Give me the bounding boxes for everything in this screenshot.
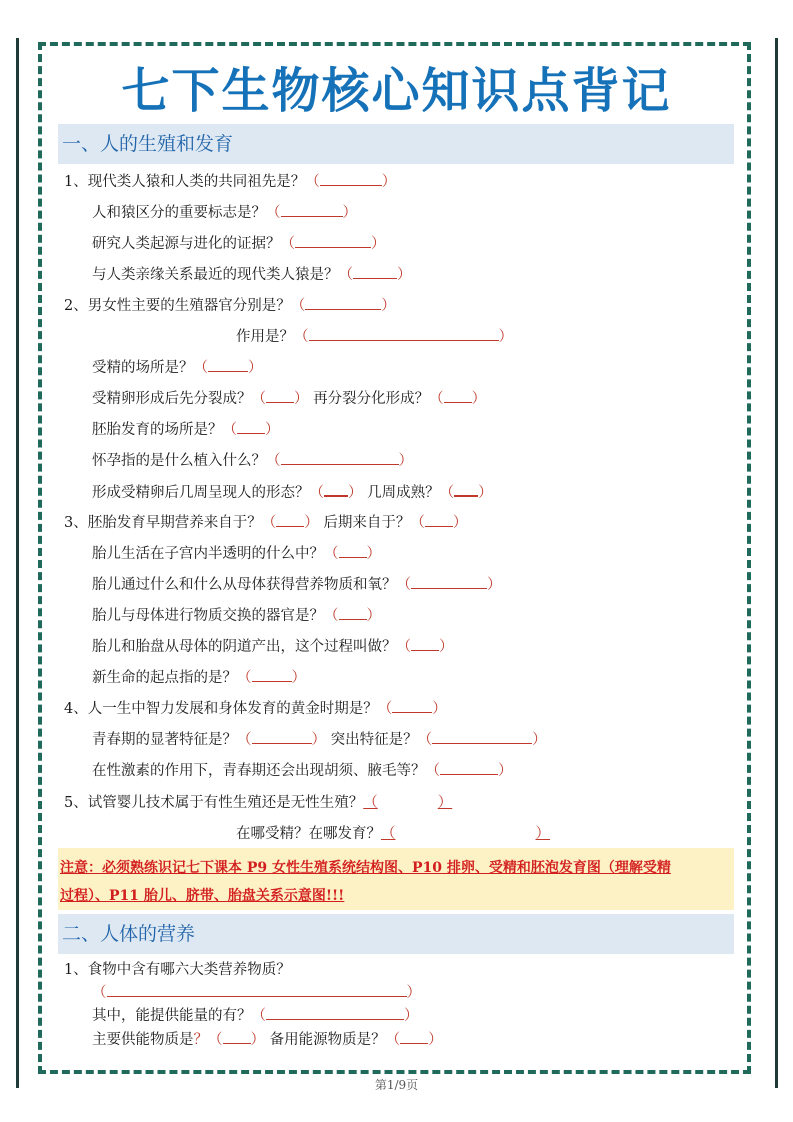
answer-blank[interactable]: （ ） [338,267,412,283]
answer-blank[interactable]: （ ） [208,1032,265,1048]
answer-blank[interactable]: （ ） [294,329,513,345]
answer-blank[interactable]: （ ） [92,985,421,1001]
answer-blank[interactable]: （ ） [396,577,502,593]
question-2c: 受精的场所是？（ ） [92,360,263,376]
answer-blank[interactable]: （ ） [237,670,306,686]
question-2g: 形成受精卵后几周呈现人的形态？（ ） 几周成熟？（ ） [92,482,493,503]
answer-blank[interactable]: （ ） [251,1008,419,1024]
answer-blank[interactable]: （ ） [425,763,513,779]
question-4b: 青春期的显著特征是？（ ） 突出特征是？（ ） [92,732,547,748]
answer-blank[interactable]: （ ） [290,298,396,314]
left-edge-line [16,38,19,1088]
question-n1-blank [92,983,421,1003]
answer-blank[interactable]: （ ） [396,639,454,655]
answer-blank[interactable]: （ ） [237,732,326,748]
answer-blank[interactable]: （ ） [385,1032,443,1048]
question-2b: 作用是？（ ） [236,329,513,345]
answer-blank[interactable]: （ ） [261,515,319,531]
page-number: 第1/9页 [374,1078,419,1092]
question-3b: 胎儿生活在子宫内半透明的什么中？（ ） [92,546,381,562]
question-1c: 研究人类起源与进化的证据？（ ） [92,236,386,252]
question-3c: 胎儿通过什么和什么从母体获得营养物质和氧？（ ） [92,577,502,593]
answer-blank[interactable]: （ ） [429,391,487,407]
section-heading-reproduction: 一、人的生殖和发育 [58,124,734,164]
question-3d: 胎儿与母体进行物质交换的器官是？（ ） [92,608,381,624]
question-n1: 1、食物中含有哪六大类营养物质？ [64,962,291,978]
answer-blank[interactable]: （ ） [251,391,309,407]
page-title: 七下生物核心知识点背记 [121,63,672,119]
answer-blank[interactable]: （ ） [440,485,493,501]
answer-blank[interactable]: （ ） [222,422,280,438]
answer-blank[interactable]: （ ） [305,174,397,190]
question-3e: 胎儿和胎盘从母体的阴道产出，这个过程叫做？（ ） [92,639,454,655]
answer-blank[interactable]: （ ） [193,360,263,376]
question-2d: 受精卵形成后先分裂成？（ ） 再分裂分化形成？（ ） [92,391,487,407]
question-n3: 主要供能物质是？（ ） 备用能源物质是？（ ） [92,1032,443,1048]
question-3a: 3、胚胎发育早期营养来自于？（ ） 后期来自于？（ ） [64,515,468,531]
section-heading-nutrition: 二、人体的营养 [58,914,734,954]
answer-blank[interactable]: （ ） [280,236,386,252]
answer-blank[interactable]: （ ） [324,608,381,624]
answer-blank[interactable]: （ ） [324,546,381,562]
question-3f: 新生命的起点指的是？（ ） [92,670,306,686]
answer-blank[interactable]: （ ） [410,515,468,531]
question-4a: 4、人一生中智力发展和身体发育的黄金时期是？（ ） [64,701,447,717]
question-2e: 胚胎发育的场所是？（ ） [92,422,280,438]
answer-blank[interactable]: （ ） [381,826,550,842]
question-4c: 在性激素的作用下，青春期还会出现胡须、腋毛等？（ ） [92,763,513,779]
question-2a: 2、男女性主要的生殖器官分别是？（ ） [64,298,396,314]
answer-blank[interactable]: （ ） [417,732,547,748]
answer-blank[interactable]: （ ） [266,205,357,221]
study-note: 注意：必须熟练识记七下课本 P9 女性生殖系统结构图、P10 排卵、受精和胚泡发育图（理解受精 过程）、P11 胎儿、脐带、胎盘关系示意图!!! [58,848,734,910]
question-2f: 怀孕指的是什么植入什么？（ ） [92,453,413,469]
question-n2: 其中，能提供能量的有？（ ） [92,1008,419,1024]
answer-blank[interactable]: （ ） [377,701,447,717]
question-5b: 在哪受精？在哪发育？（ ） [236,826,550,842]
question-1a: 1、现代类人猿和人类的共同祖先是？（ ） [64,174,397,190]
answer-blank[interactable]: （ ） [266,453,413,469]
question-5a: 5、试管婴儿技术属于有性生殖还是无性生殖？（ ） [64,795,453,811]
right-edge-line [775,38,778,1088]
answer-blank[interactable]: （ ） [310,485,363,501]
answer-blank[interactable]: （ ） [363,795,453,811]
question-1d: 与人类亲缘关系最近的现代类人猿是？（ ） [92,267,412,283]
question-1b: 人和猿区分的重要标志是？（ ） [92,205,357,221]
